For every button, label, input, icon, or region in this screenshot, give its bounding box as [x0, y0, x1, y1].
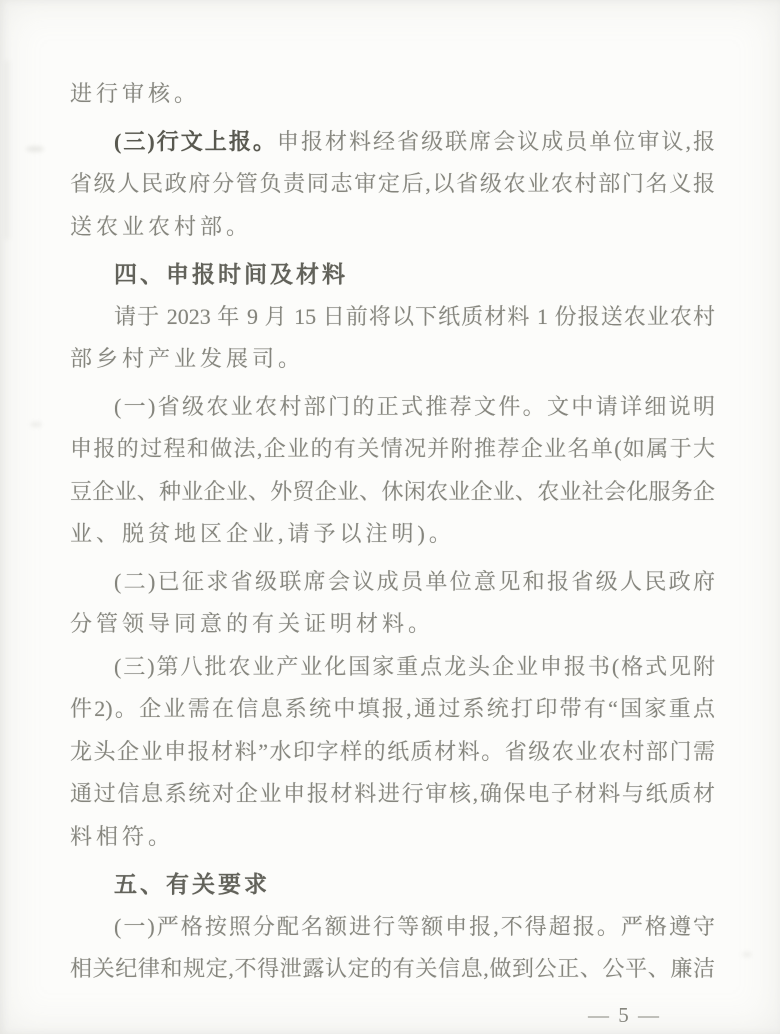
paragraph-line: 部乡村产业发展司。	[70, 346, 305, 371]
paragraph-line: (三)第八批农业产业化国家重点龙头企业申报书(格式见附	[114, 653, 715, 679]
paragraph-line: 省级人民政府分管负责同志审定后,以省级农业农村部门名义报	[70, 171, 715, 196]
paragraph-line	[70, 121, 715, 164]
paragraph-line: 分管领导同意的有关证明材料。	[70, 611, 435, 636]
paragraph-line: 申报的过程和做法,企业的有关情况并附推荐企业名单(如属于大	[70, 436, 715, 461]
paragraph-line: (二)已征求省级联席会议成员单位意见和报省级人民政府	[114, 568, 715, 594]
paragraph-line: 件2)。企业需在信息系统中填报,通过系统打印带有“国家重点	[70, 696, 715, 721]
paragraph-line: 业、脱贫地区企业,请予以注明)。	[70, 521, 455, 546]
paragraph-line: 豆企业、种业企业、外贸企业、休闲农业企业、农业社会化服务企	[70, 478, 715, 504]
scan-smudge	[26, 146, 44, 152]
section-heading-4: 四、申报时间及材料	[114, 261, 348, 287]
paragraph-line: 料相符。	[70, 823, 175, 849]
paragraph-line: 进行审核。	[70, 81, 201, 106]
paragraph-line: 龙头企业申报材料”水印字样的纸质材料。省级农业农村部门需	[70, 738, 715, 764]
paragraph-line: (一)严格按照分配名额进行等额申报,不得超报。严格遵守	[114, 913, 715, 939]
paragraph-line: 送农业农村部。	[70, 213, 253, 239]
paragraph-line: (一)省级农业农村部门的正式推荐文件。文中请详细说明	[114, 393, 715, 419]
paragraph-line: 通过信息系统对企业申报材料进行审核,确保电子材料与纸质材	[70, 781, 715, 806]
section-heading-5: 五、有关要求	[114, 871, 270, 897]
scan-edge-shadow	[4, 60, 10, 240]
scan-smudge	[30, 422, 42, 427]
page-number: — 5 —	[588, 1003, 661, 1027]
paragraph-line: 请于 2023 年 9 月 15 日前将以下纸质材料 1 份报送农业农村	[114, 303, 715, 329]
document-body	[70, 73, 715, 991]
paragraph-line: 相关纪律和规定,不得泄露认定的有关信息,做到公正、公平、廉洁	[70, 956, 715, 981]
paragraph-lead-bold: (三)行文上报。	[114, 128, 277, 154]
paragraph-text: 申报材料经省级联席会议成员单位审议,报	[276, 128, 715, 154]
scan-smudge	[742, 952, 752, 957]
